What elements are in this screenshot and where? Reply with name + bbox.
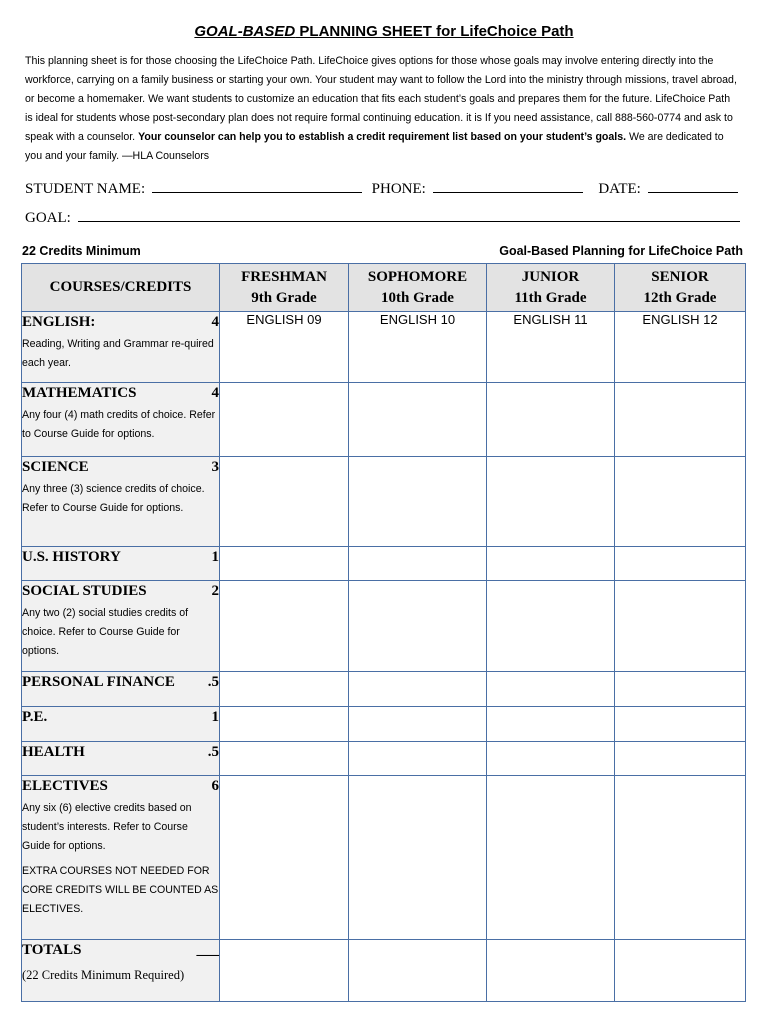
grade-cell-junior[interactable] (487, 383, 615, 457)
goal-field[interactable] (78, 207, 740, 222)
table-row-personal-finance (22, 672, 746, 707)
grade-cell-junior[interactable] (487, 457, 615, 547)
course-credits: 2 (211, 583, 219, 599)
grade-cell-sophomore[interactable] (349, 776, 487, 940)
course-name: U.S. HISTORY (22, 549, 121, 565)
course-cell (22, 940, 220, 1002)
column-header-line2: 11th Grade (514, 289, 587, 306)
table-row-english (22, 312, 746, 383)
column-header-line1: SENIOR (651, 268, 709, 285)
grade-cell-sophomore[interactable] (349, 742, 487, 776)
intro-closing: We are dedicated to you and your family. —HLA Counselors (25, 131, 724, 163)
course-name: HEALTH (22, 744, 85, 760)
page-title (0, 23, 768, 40)
grade-cell-sophomore[interactable] (349, 383, 487, 457)
grade-cell-senior[interactable]: ENGLISH 12 (615, 312, 746, 383)
course-cell (22, 707, 220, 742)
grade-cell-junior[interactable] (487, 776, 615, 940)
credits-minimum-label: 22 Credits Minimum (22, 244, 141, 258)
table-row-health (22, 742, 746, 776)
table-row-electives (22, 776, 746, 940)
grade-cell-freshman[interactable] (220, 457, 349, 547)
grade-cell-senior[interactable] (615, 742, 746, 776)
course-cell (22, 742, 220, 776)
course-credits: 1 (211, 549, 219, 565)
phone-label: PHONE: (371, 181, 426, 197)
course-description: Any six (6) elective credits based on student’s interests. Refer to Course Guide for options. (22, 802, 192, 852)
totals-label: TOTALS (22, 942, 82, 958)
intro-text: This planning sheet is for those choosing the LifeChoice Path. LifeChoice gives options for those whose goals may involve entering directly into the workforce, carrying on a family business or starting your own. Your student may want to follow the Lord into the ministry through missions, travel abroad, or become a homemaker. We want students to customize an education that fits each student’s goals and prepares them for the future. LifeChoice Path is ideal for students whose post-secondary plan does not require formal continuing education. it is If you need assistance, call 888-560-0774 and ask to speak with a counselor. (25, 55, 737, 144)
student-name-label: STUDENT NAME: (25, 181, 146, 197)
student-info-row (25, 178, 738, 198)
goal-label: GOAL: (25, 210, 71, 226)
course-cell (22, 457, 220, 547)
course-description: Any two (2) social studies credits of choice. Refer to Course Guide for options. (22, 607, 189, 657)
course-name: SCIENCE (22, 459, 89, 475)
table-row-mathematics (22, 383, 746, 457)
column-header-line1: COURSES/CREDITS (49, 279, 192, 295)
grade-cell-senior[interactable] (615, 547, 746, 581)
course-cell (22, 776, 220, 940)
grade-cell-junior[interactable] (487, 940, 615, 1002)
grade-cell-senior[interactable] (615, 383, 746, 457)
course-credits: .5 (207, 744, 219, 760)
goal-row (25, 207, 740, 227)
course-name: P.E. (22, 709, 48, 725)
grade-cell-freshman[interactable] (220, 776, 349, 940)
grade-cell-sophomore[interactable] (349, 457, 487, 547)
column-header-freshman (220, 264, 349, 312)
grade-cell-senior[interactable] (615, 672, 746, 707)
grade-cell-sophomore[interactable] (349, 940, 487, 1002)
grade-cell-junior[interactable] (487, 672, 615, 707)
grade-cell-senior[interactable] (615, 581, 746, 672)
grade-cell-senior[interactable] (615, 940, 746, 1002)
column-header-sophomore (349, 264, 487, 312)
grade-cell-sophomore[interactable] (349, 707, 487, 742)
column-header-line2: 9th Grade (251, 289, 317, 306)
date-field[interactable] (648, 178, 738, 193)
title-italic: GOAL-BASED (194, 23, 296, 40)
course-description: Any four (4) math credits of choice. Refer to Course Guide for options. (22, 409, 216, 440)
course-cell (22, 581, 220, 672)
table-row-science (22, 457, 746, 547)
grade-cell-senior[interactable] (615, 457, 746, 547)
course-cell (22, 547, 220, 581)
grade-cell-senior[interactable] (615, 776, 746, 940)
column-header-senior (615, 264, 746, 312)
table-row-pe (22, 707, 746, 742)
grade-cell-sophomore[interactable] (349, 581, 487, 672)
course-name: ENGLISH: (22, 314, 96, 330)
course-name: ELECTIVES (22, 778, 108, 794)
course-cell (22, 672, 220, 707)
course-description: Any three (3) science credits of choice. Refer to Course Guide for options. (22, 483, 205, 514)
planning-label: Goal-Based Planning for LifeChoice Path (499, 244, 743, 258)
grade-cell-sophomore[interactable]: ENGLISH 10 (349, 312, 487, 383)
phone-field[interactable] (433, 178, 583, 193)
course-description: Reading, Writing and Grammar re-quired each year. (22, 338, 214, 369)
grade-cell-junior[interactable] (487, 581, 615, 672)
planning-table (21, 263, 746, 1002)
course-credits: 4 (211, 385, 219, 401)
table-row-social-studies (22, 581, 746, 672)
course-credits: 3 (211, 459, 219, 475)
grade-cell-freshman[interactable] (220, 742, 349, 776)
column-header-line1: FRESHMAN (241, 268, 327, 285)
grade-cell-freshman[interactable] (220, 581, 349, 672)
intro-bold: Your counselor can help you to establish a credit requirement list based on your student’s goals. (138, 131, 627, 144)
intro-paragraph (25, 52, 737, 167)
grade-cell-freshman[interactable] (220, 383, 349, 457)
course-credits: 1 (211, 709, 219, 725)
course-name: SOCIAL STUDIES (22, 583, 147, 599)
course-cell (22, 312, 220, 383)
grade-cell-freshman[interactable] (220, 940, 349, 1002)
grade-cell-junior[interactable]: ENGLISH 11 (487, 312, 615, 383)
totals-blank: ___ (196, 942, 219, 958)
column-header-junior (487, 264, 615, 312)
grade-cell-junior[interactable] (487, 547, 615, 581)
grade-cell-sophomore[interactable] (349, 547, 487, 581)
column-header-line2: 10th Grade (381, 289, 454, 306)
grade-cell-sophomore[interactable] (349, 672, 487, 707)
grade-cell-junior[interactable] (487, 742, 615, 776)
grade-cell-freshman[interactable] (220, 547, 349, 581)
column-header-line1: JUNIOR (521, 268, 580, 285)
student-name-field[interactable] (152, 178, 362, 193)
course-name: MATHEMATICS (22, 385, 137, 401)
electives-note: EXTRA COURSES NOT NEEDED FOR CORE CREDITS WILL BE COUNTED AS ELECTIVES. (22, 865, 219, 915)
totals-subtext: (22 Credits Minimum Required) (22, 968, 185, 982)
course-credits: 4 (211, 314, 219, 330)
course-credits: .5 (207, 674, 219, 690)
course-credits: 6 (211, 778, 219, 794)
grade-cell-freshman[interactable]: ENGLISH 09 (220, 312, 349, 383)
date-label: DATE: (598, 181, 641, 197)
table-row-us-history (22, 547, 746, 581)
title-rest: PLANNING SHEET for LifeChoice Path (295, 23, 574, 40)
course-name: PERSONAL FINANCE (22, 674, 175, 690)
grade-cell-senior[interactable] (615, 707, 746, 742)
table-header-row (22, 264, 746, 312)
column-header-line1: SOPHOMORE (367, 268, 468, 285)
column-header-line2: 12th Grade (643, 289, 717, 306)
grade-cell-junior[interactable] (487, 707, 615, 742)
grade-cell-freshman[interactable] (220, 707, 349, 742)
column-header-courses (22, 264, 220, 312)
grade-cell-freshman[interactable] (220, 672, 349, 707)
table-row-totals (22, 940, 746, 1002)
course-cell (22, 383, 220, 457)
